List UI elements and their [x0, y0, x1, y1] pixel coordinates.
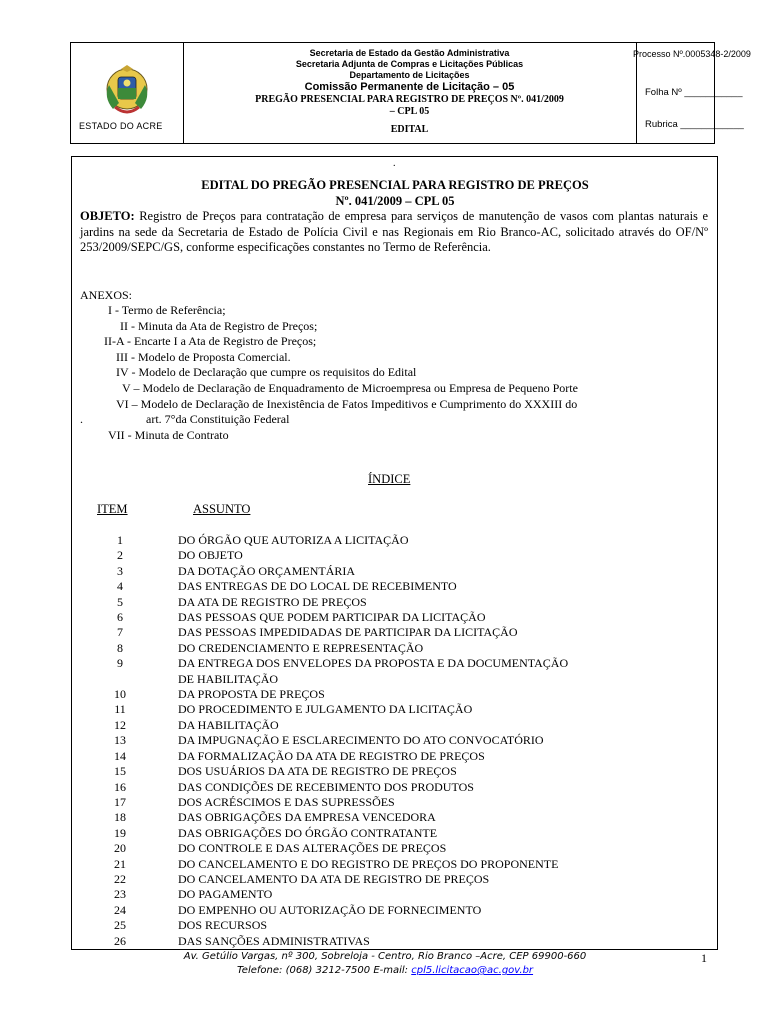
index-number: 25 — [114, 918, 126, 933]
index-subject: DAS SANÇÕES ADMINISTRATIVAS — [178, 933, 370, 948]
index-number: 7 — [117, 625, 123, 640]
index-subject: DOS USUÁRIOS DA ATA DE REGISTRO DE PREÇOS — [178, 764, 457, 779]
index-subject: DAS CONDIÇÕES DE RECEBIMENTO DOS PRODUTOS — [178, 779, 474, 794]
anexo-item: IV - Modelo de Declaração que cumpre os requisitos do Edital — [116, 365, 417, 380]
index-row — [95, 702, 710, 717]
index-subject-continued: DE HABILITAÇÃO — [178, 671, 279, 686]
index-row — [95, 764, 710, 779]
index-row — [95, 625, 710, 640]
objeto-text: Registro de Preços para contratação de empresa para serviços de manutenção de vasos com plantas naturais e jardins na sede da Secretaria de Estado de Polícia Civil e nas Regionais em Rio Branco-AC, solicitado através do OF/Nº 253/2009/SEPC/GS, conforme especificações constantes no Termo de Referência. — [80, 209, 708, 254]
objeto-paragraph — [80, 209, 708, 256]
anexos-list — [104, 303, 708, 443]
index-row — [95, 656, 710, 671]
index-subject: DAS PESSOAS QUE PODEM PARTICIPAR DA LICITAÇÃO — [178, 610, 486, 625]
index-subject: DA DOTAÇÃO ORÇAMENTÁRIA — [178, 563, 356, 578]
folha-field: Folha Nº ___________ — [645, 87, 743, 98]
index-row — [95, 579, 710, 594]
index-row — [95, 918, 710, 933]
index-subject: DAS OBRIGAÇÕES DA EMPRESA VENCEDORA — [178, 810, 436, 825]
objeto-label: OBJETO: — [80, 209, 135, 223]
header-line-1: Secretaria de Estado da Gestão Administrativa — [309, 48, 510, 58]
header-edital: EDITAL — [390, 124, 429, 135]
index-subject: DAS ENTREGAS DE DO LOCAL DE RECEBIMENTO — [178, 579, 457, 594]
anexo-item: II-A - Encarte I a Ata de Registro de Preços; — [104, 334, 317, 349]
page-footer — [0, 950, 770, 978]
index-number: 20 — [114, 841, 126, 856]
header-title-block — [183, 43, 637, 143]
index-number: 17 — [114, 794, 126, 809]
anexo-item: I - Termo de Referência; — [108, 303, 226, 317]
index-number: 18 — [114, 810, 126, 825]
estado-label: ESTADO DO ACRE — [79, 121, 163, 131]
index-row — [95, 810, 710, 825]
index-number: 11 — [114, 702, 126, 717]
logo-cell — [71, 43, 184, 143]
header-line-3: Departamento de Licitações — [349, 70, 470, 80]
index-subject: DAS OBRIGAÇÕES DO ÓRGÃO CONTRATANTE — [178, 825, 438, 840]
index-row — [95, 795, 710, 810]
index-subject: DO CANCELAMENTO E DO REGISTRO DE PREÇOS DO PROPONENTE — [178, 856, 559, 871]
index-row — [95, 887, 710, 902]
index-number: 23 — [114, 887, 126, 902]
index-subject: DO EMPENHO OU AUTORIZAÇÃO DE FORNECIMENTO — [178, 902, 482, 917]
assunto-header: ASSUNTO — [193, 502, 251, 516]
index-number: 14 — [114, 748, 126, 763]
index-number: 16 — [114, 779, 126, 794]
index-subject: DAS PESSOAS IMPEDIDADAS DE PARTICIPAR DA LICITAÇÃO — [178, 625, 518, 640]
header-process-block — [633, 43, 751, 143]
index-row — [95, 733, 710, 748]
header-comissao: Comissão Permanente de Licitação – 05 — [304, 81, 515, 93]
document-header — [70, 42, 751, 144]
index-subject: DA HABILITAÇÃO — [178, 717, 279, 732]
index-subject: DO CONTROLE E DAS ALTERAÇÕES DE PREÇOS — [178, 841, 447, 856]
index-number: 5 — [117, 594, 123, 609]
index-number: 2 — [117, 548, 123, 563]
anexo-item: art. 7°da Constituição Federal — [146, 412, 290, 427]
email-link[interactable]: cpl5.licitacao@ac.gov.br — [411, 965, 534, 976]
index-row — [95, 564, 710, 579]
indice-title: ÍNDICE — [368, 472, 411, 486]
index-row — [95, 749, 710, 764]
index-number: 1 — [117, 533, 123, 547]
index-subject: DO PROCEDIMENTO E JULGAMENTO DA LICITAÇÃO — [178, 702, 473, 717]
header-line-2: Secretaria Adjunta de Compras e Licitações Públicas — [295, 59, 524, 69]
index-number: 19 — [114, 825, 126, 840]
page-number: 1 — [701, 951, 707, 965]
footer-address: Av. Getúlio Vargas, nº 300, Sobreloja - Centro, Rio Branco –Acre, CEP 69900-660 — [183, 951, 587, 962]
anexo-item: II - Minuta da Ata de Registro de Preços; — [120, 318, 318, 333]
anexo-dot: . — [80, 412, 83, 426]
processo-number: Processo Nº.0005348-2/2009 — [633, 49, 751, 59]
anexo-item: III - Modelo de Proposta Comercial. — [116, 349, 291, 364]
index-row — [95, 610, 710, 625]
index-row — [95, 780, 710, 795]
index-subject: DO ÓRGÃO QUE AUTORIZA A LICITAÇÃO — [178, 533, 409, 547]
index-number: 4 — [117, 579, 123, 594]
index-row — [95, 826, 710, 841]
index-subject: DA PROPOSTA DE PREÇOS — [178, 687, 325, 702]
index-number: 22 — [114, 871, 126, 886]
index-subject: DO OBJETO — [178, 548, 243, 563]
index-number: 8 — [117, 640, 123, 655]
document-subtitle: Nº. 041/2009 – CPL 05 — [335, 194, 455, 208]
index-number: 3 — [117, 563, 123, 578]
index-subject: DA ATA DE REGISTRO DE PREÇOS — [178, 594, 367, 609]
index-row — [95, 548, 710, 563]
anexos-label: ANEXOS: — [80, 288, 133, 302]
coat-of-arms-icon — [99, 63, 155, 123]
document-title: EDITAL DO PREGÃO PRESENCIAL PARA REGISTRO DE PREÇOS — [201, 178, 589, 192]
index-row — [95, 718, 710, 733]
footer-contact: Telefone: (068) 3212-7500 E-mail: cpl5.licitacao@ac.gov.br — [236, 965, 534, 976]
index-number: 21 — [114, 856, 126, 871]
index-row — [95, 687, 710, 702]
index-number: 10 — [114, 687, 126, 702]
index-subject: DA IMPUGNAÇÃO E ESCLARECIMENTO DO ATO CONVOCATÓRIO — [178, 733, 544, 748]
index-subject: DO CREDENCIAMENTO E REPRESENTAÇÃO — [178, 640, 424, 655]
index-number: 26 — [114, 933, 126, 948]
header-pregao-2: – CPL 05 — [389, 106, 430, 117]
anexo-item: VII - Minuta de Contrato — [108, 427, 229, 442]
item-header: ITEM — [97, 502, 128, 516]
index-number: 9 — [117, 656, 123, 671]
index-number: 13 — [114, 733, 126, 748]
index-subject: DA FORMALIZAÇÃO DA ATA DE REGISTRO DE PREÇOS — [178, 748, 485, 763]
index-subject: DO CANCELAMENTO DA ATA DE REGISTRO DE PREÇOS — [178, 871, 490, 886]
top-dot: . — [393, 158, 396, 169]
index-subject: DOS RECURSOS — [178, 918, 268, 933]
index-list — [95, 533, 710, 949]
index-number: 12 — [114, 717, 126, 732]
index-row — [95, 533, 710, 548]
anexo-item: VI – Modelo de Declaração de Inexistência de Fatos Impeditivos e Cumprimento do XXXIII do — [116, 396, 578, 411]
index-row — [95, 903, 710, 918]
index-row — [95, 595, 710, 610]
index-row — [95, 934, 710, 949]
index-number: 15 — [114, 764, 126, 779]
index-subject: DOS ACRÉSCIMOS E DAS SUPRESSÕES — [178, 794, 395, 809]
index-number: 24 — [114, 902, 126, 917]
index-row — [95, 641, 710, 656]
index-subject: DA ENTREGA DOS ENVELOPES DA PROPOSTA E DA DOCUMENTAÇÃO — [178, 656, 569, 671]
rubrica-field: Rubrica ____________ — [645, 119, 744, 130]
index-row — [95, 872, 710, 887]
index-row — [95, 857, 710, 872]
index-subject: DO PAGAMENTO — [178, 887, 273, 902]
anexo-item: V – Modelo de Declaração de Enquadramento de Microempresa ou Empresa de Pequeno Porte — [122, 380, 578, 395]
index-number: 6 — [117, 610, 123, 625]
index-row — [95, 841, 710, 856]
header-pregao: PREGÃO PRESENCIAL PARA REGISTRO DE PREÇOS Nº. 041/2009 — [255, 94, 564, 105]
